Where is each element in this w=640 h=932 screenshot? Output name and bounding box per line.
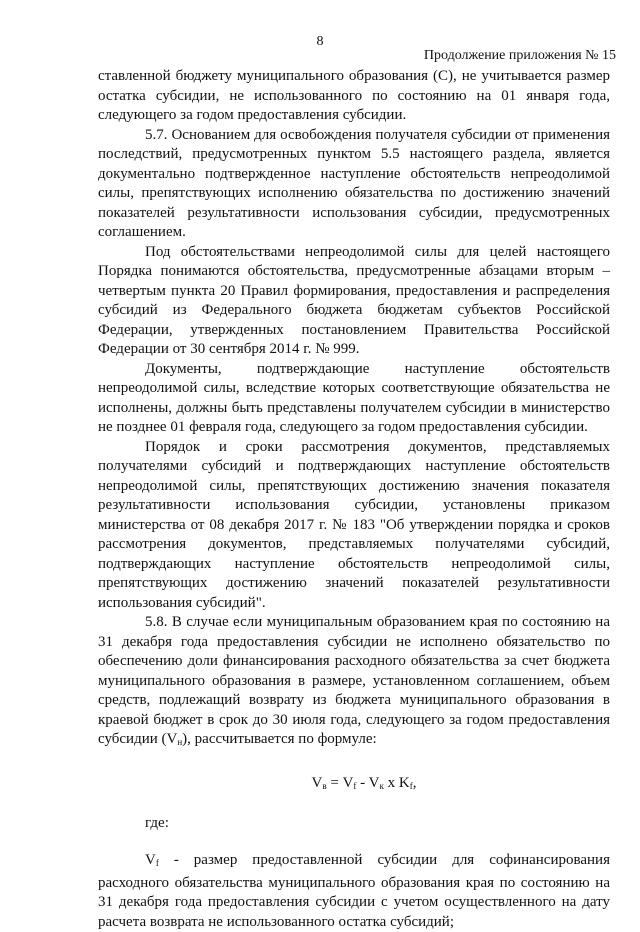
- formula-lhs-sub: в: [322, 780, 327, 791]
- paragraph-5-8: [98, 613, 610, 753]
- appendix-continuation-note: Продолжение приложения № 15: [423, 48, 616, 63]
- paragraph-documents-deadline: Документы, подтверждающие наступление обстоятельств непреодолимой силы, вследствие которых соответствующие обязательства не исполнены, должны быть представлены получателем субсидии в министерство не позднее 01 февраля года, следующего за годом предоставления субсидии.: [98, 360, 610, 435]
- formula-term-3: K: [398, 774, 410, 791]
- formula-end: ,: [412, 774, 417, 791]
- paragraph-5-8-subscript: н: [177, 737, 183, 747]
- formula-term-2-sub: к: [379, 780, 384, 791]
- formula-term-1-sub: f: [353, 780, 357, 791]
- formula-minus: -: [356, 774, 369, 791]
- return-formula: [98, 773, 610, 796]
- definition-var: V: [145, 852, 156, 868]
- formula-lhs: V: [311, 774, 323, 791]
- document-body: [98, 67, 610, 932]
- definition-var-sub: f: [155, 858, 159, 868]
- paragraph-5-7: 5.7. Основанием для освобождения получателя субсидии от применения последствий, предусмотренных пунктом 5.5 настоящего раздела, является документально подтвержденное наступление обстоятельств непреодолимой силы, препятствующих исполнению обязательства по достижению значений показателей результативности использования субсидии, предусмотренных соглашением.: [98, 126, 610, 240]
- paragraph-force-majeure-definition: Под обстоятельствами непреодолимой силы для целей настоящего Порядка понимаются обстоятельства, предусмотренные абзацами вторым – четвертым пункта 20 Правил формирования, предоставления и распределения субсидий из Федерального бюджета бюджетам субъектов Российской Федерации, утвержденных постановлением Правительства Российской Федерации от 30 сентября 2014 г. № 999.: [98, 243, 610, 357]
- definition-text: - размер предоставленной субсидии для софинансирования расходного обязательства муниципального образования края по состоянию на 31 декабря года предоставления субсидии с учетом осуществленного на дату расчета возврата не использованного остатка субсидий;: [98, 852, 610, 930]
- paragraph-5-8-text: 5.8. В случае если муниципальным образованием края по состоянию на 31 декабря года предоставления субсидии не исполнено обязательство по обеспечению доли финансирования расходного обязательства за счет бюджета муниципального образования в размере, установленном соглашением, объем средств, подлежащий возврату из бюджета муниципального образования в краевой бюджет в срок до 30 июля года, следующего за годом предоставления субсидии (V: [98, 614, 610, 747]
- formula-times: х: [383, 774, 399, 791]
- formula-equals: =: [326, 774, 343, 791]
- formula-term-1: V: [342, 774, 354, 791]
- paragraph-continuation: ставленной бюджету муниципального образования (С), не учитывается размер остатка субсидии, не использованного по состоянию на 01 января года, следующего за годом предоставления субсидии.: [98, 68, 610, 123]
- paragraph-review-procedure: Порядок и сроки рассмотрения документов, представляемых получателями субсидий и подтверждающих наступление обстоятельств непреодолимой силы, препятствующих достижению значения показателя результативности использования субсидии, установлены приказом министерства от 08 декабря 2017 г. № 183 "Об утверждении порядка и сроков рассмотрения документов, представляемых получателями субсидий, подтверждающих наступление обстоятельств непреодолимой силы, препятствующих достижению значений показателей результативности использования субсидий".: [98, 438, 610, 611]
- paragraph-5-8-tail: ), рассчитывается по формуле:: [182, 731, 377, 747]
- page-number: 8: [316, 34, 324, 49]
- formula-term-2: V: [368, 774, 380, 791]
- where-label: где:: [145, 814, 169, 831]
- definition-vf: [98, 851, 610, 932]
- formula-term-3-sub: f: [409, 780, 413, 791]
